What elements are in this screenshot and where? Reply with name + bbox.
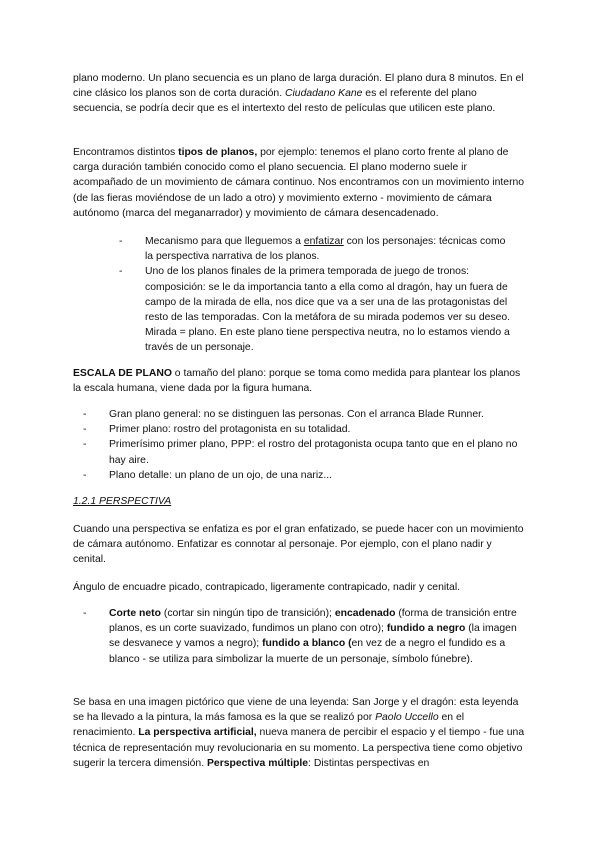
- list-item: [83, 437, 519, 467]
- text: por ejemplo: tenemos el plano corto frente al plano de carga duración también conocido como el plano secuencia. El plano moderno suele ir acompañado de un movimiento de cámara continuo. Nos encontramos con un movimiento interno (de las fieras moviéndose de un lado a otro) y movimiento externo - movimiento de cámara autónomo (marca del meganarrador) y movimiento de cámara desencadenado.: [73, 147, 525, 219]
- paragraph-tipos-de-planos: [73, 145, 525, 221]
- text: en vez de a negro el fundido es a blanco - se utiliza para simbolizar la muerte de un personaje, símbolo fúnebre).: [109, 638, 506, 665]
- list-item: [83, 422, 519, 437]
- dash-marker: -: [83, 439, 87, 451]
- text: es el referente del plano secuencia, se podría decir que es el intertexto del resto de películas que utilicen este plano.: [73, 88, 496, 115]
- dash-marker: -: [83, 608, 87, 619]
- text: : Distintas perspectivas en: [308, 757, 430, 769]
- text: Gran plano general: no se distinguen las personas. Con el arranca Blade Runner.: [109, 409, 484, 420]
- list-item: [83, 606, 519, 667]
- text: Cuando una perspectiva se enfatiza es por el gran enfatizado, se puede hacer con un movimiento de cámara autónomo. Enfatizar es connotar al personaje. Por ejemplo, con el plano nadir y cenital.: [73, 524, 524, 566]
- text: nueva manera de percibir el espacio y el tiempo - fue una técnica de representación muy revolucionaria en su momento. La perspectiva tiene como objetivo sugerir la tercera dimensión.: [73, 727, 525, 769]
- text: Uno de los planos finales de la primera temporada de juego de tronos: composición: se le da importancia tanto a ella como al dragón, hay un fuera de campo de la mirada de ella, nos dice que va a ser una de las protagonistas del resto de las temporadas. Con la metáfora de su mirada podemos ver su deseo. Mirada = plano. En este plano tiene perspectiva neutra, no lo estamos viendo a través de un personaje.: [145, 266, 511, 354]
- list-item: [119, 264, 515, 355]
- bold-term: fundido a blanco (: [262, 638, 352, 650]
- text: plano moderno. Un plano secuencia es un plano de larga duración. El plano dura 8 minutos. En el cine clásico los planos son de corta duración.: [73, 73, 524, 100]
- text: Ángulo de encuadre picado, contrapicado, ligeramente contrapicado, nadir y cenital.: [73, 582, 461, 593]
- film-title: Ciudadano Kane: [284, 88, 363, 100]
- underlined-term: enfatizar: [303, 236, 344, 247]
- bold-term: fundido a negro: [386, 623, 466, 635]
- list-item: [119, 234, 515, 264]
- section-heading: [73, 494, 525, 509]
- dash-marker: -: [119, 266, 123, 278]
- text: (cortar sin ningún tipo de transición);: [160, 608, 335, 619]
- bullet-list-mecanismos: [119, 234, 515, 356]
- bold-term: La perspectiva artificial,: [138, 727, 257, 739]
- bullet-list-transiciones: [83, 606, 519, 667]
- heading-text: 1.2.1 PERSPECTIVA: [73, 496, 172, 507]
- paragraph-escala-de-plano: [73, 366, 525, 396]
- dash-marker: -: [83, 424, 87, 436]
- bold-term: Corte neto: [109, 608, 161, 619]
- paragraph-angulo: [73, 580, 525, 595]
- text: Encontramos distintos: [73, 147, 179, 158]
- bullet-list-escalas: [83, 407, 519, 483]
- dash-marker: -: [83, 469, 87, 481]
- paragraph-perspectiva: [73, 522, 525, 568]
- text: Primerísimo primer plano, PPP: el rostro del protagonista ocupa tanto que en el plano no hay aire.: [109, 439, 518, 466]
- text: Plano detalle: un plano de un ojo, de una nariz...: [109, 469, 332, 481]
- text: o tamaño del plano: porque se toma como medida para plantear los planos la escala humana, viene dada por la figura humana.: [73, 368, 521, 395]
- painter-name: Paolo Uccello: [375, 712, 439, 724]
- bold-term: ESCALA DE PLANO: [73, 368, 172, 379]
- text: (forma de transición entre planos, es un corte suavizado, fundimos un plano con otro);: [109, 608, 517, 635]
- text: Primer plano: rostro del protagonista en su totalidad.: [109, 424, 351, 436]
- text: en el renacimiento.: [73, 712, 465, 739]
- bold-term: encadenado: [334, 608, 396, 619]
- text: con los personajes: técnicas como la perspectiva narrativa de los planos.: [145, 236, 506, 263]
- text: (la imagen se desvanece y vamos a negro);: [109, 623, 517, 650]
- paragraph-plano-secuencia: [73, 71, 525, 117]
- dash-marker: -: [83, 409, 87, 420]
- dash-marker: -: [119, 236, 123, 247]
- text: Mecanismo para que lleguemos a: [145, 236, 304, 247]
- bold-term: Perspectiva múltiple: [206, 757, 309, 769]
- paragraph-san-jorge: [73, 695, 525, 771]
- text: Se basa en una imagen pictórico que viene de una leyenda: San Jorge y el dragón: esta leyenda se ha llevado a la pintura, la más famosa es la que se realizó por: [73, 697, 519, 724]
- list-item: [83, 468, 519, 483]
- bold-term: tipos de planos,: [178, 147, 258, 158]
- list-item: [83, 407, 519, 422]
